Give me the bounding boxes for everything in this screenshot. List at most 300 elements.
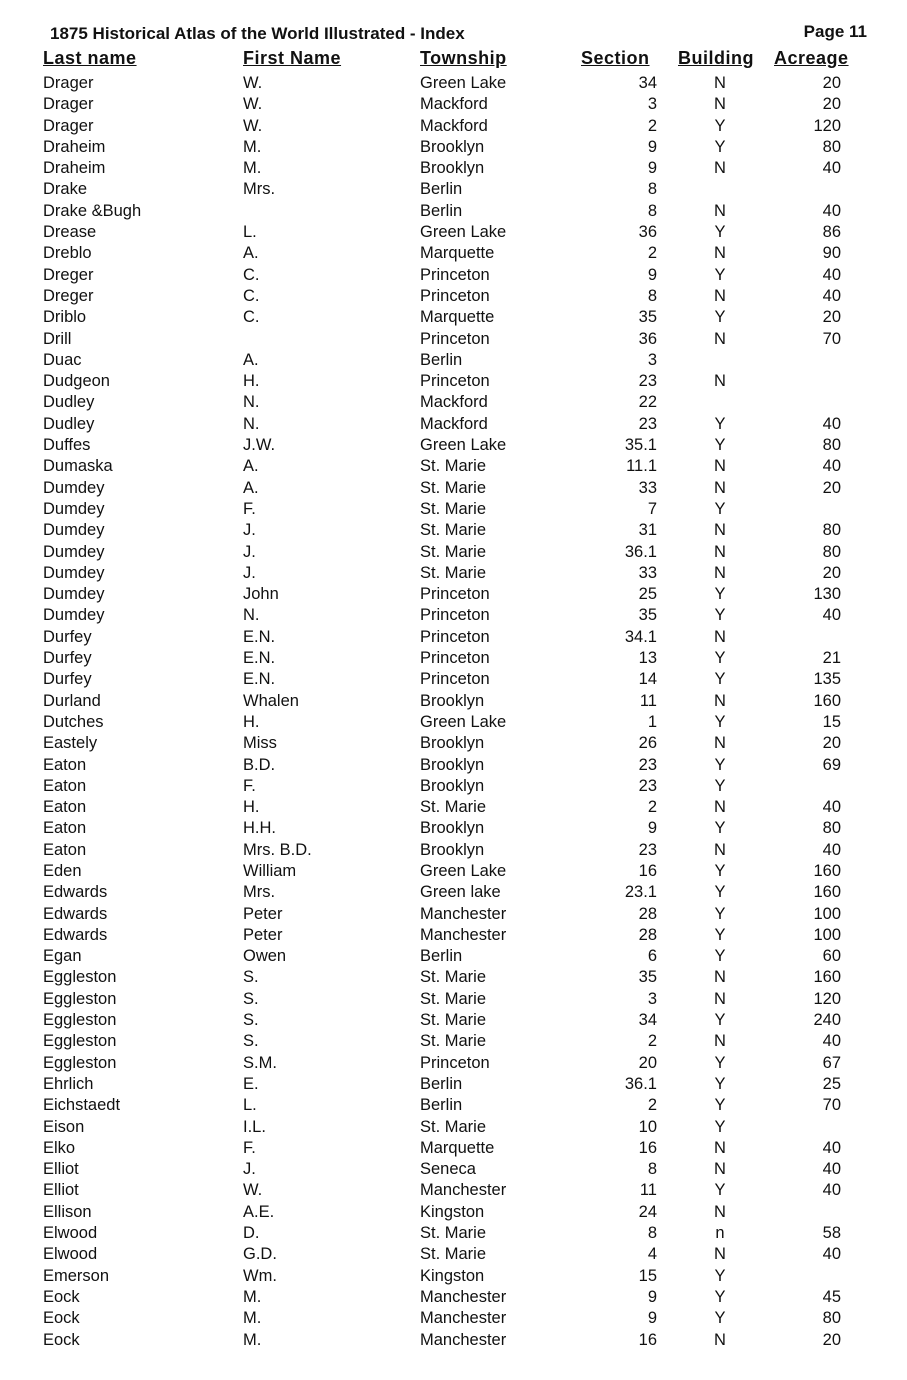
cell-building: Y: [714, 1266, 726, 1285]
cell-section: 8: [647, 201, 657, 220]
cell-first-name: C.: [243, 286, 260, 305]
cell-building: N: [714, 201, 726, 220]
cell-section: 35.1: [624, 436, 657, 455]
cell-building: Y: [714, 755, 726, 774]
table-row: [0, 1075, 907, 1096]
cell-township: Green Lake: [420, 74, 507, 92]
table-row: [0, 330, 907, 351]
cell-section: 3: [647, 95, 657, 114]
table-row: [0, 138, 907, 159]
cell-acreage: 80: [822, 1309, 841, 1328]
cell-section: 8: [647, 180, 657, 199]
cell-first-name: J.: [243, 521, 256, 540]
cell-last-name: Eggleston: [43, 1011, 117, 1030]
cell-acreage: 20: [822, 308, 841, 327]
cell-section: 8: [647, 1160, 657, 1179]
cell-last-name: Eock: [43, 1287, 80, 1306]
cell-acreage: 80: [822, 542, 841, 561]
cell-last-name: Drease: [43, 223, 97, 242]
cell-section: 28: [638, 904, 657, 923]
cell-first-name: M.: [243, 1309, 262, 1328]
cell-building: N: [714, 457, 726, 476]
cell-last-name: Elko: [43, 1138, 76, 1157]
cell-first-name: H.H.: [243, 819, 276, 838]
cell-acreage: 160: [813, 883, 841, 902]
cell-acreage: 20: [822, 734, 841, 753]
cell-first-name: Miss: [243, 734, 277, 753]
cell-acreage: 86: [822, 223, 841, 242]
cell-township: Manchester: [420, 1181, 507, 1200]
cell-building: N: [714, 1032, 726, 1051]
cell-last-name: Elliot: [43, 1160, 79, 1179]
cell-section: 33: [638, 478, 657, 497]
cell-first-name: M.: [243, 137, 262, 156]
cell-acreage: 21: [822, 649, 841, 668]
cell-first-name: E.N.: [243, 649, 276, 668]
cell-section: 3: [647, 989, 657, 1008]
cell-last-name: Dreblo: [43, 244, 92, 263]
cell-acreage: 160: [813, 861, 841, 880]
cell-township: Brooklyn: [420, 755, 485, 774]
cell-township: Seneca: [420, 1160, 476, 1179]
cell-last-name: Edwards: [43, 904, 108, 923]
cell-building: N: [714, 734, 726, 753]
cell-section: 26: [638, 734, 657, 753]
cell-township: St. Marie: [420, 1011, 487, 1030]
cell-last-name: Dumdey: [43, 499, 105, 518]
cell-township: Princeton: [420, 649, 490, 668]
cell-last-name: Duffes: [43, 436, 91, 455]
cell-acreage: 90: [822, 244, 841, 263]
cell-township: St. Marie: [420, 798, 487, 817]
cell-township: Berlin: [420, 350, 463, 369]
cell-building: Y: [714, 1117, 726, 1136]
cell-township: Princeton: [420, 606, 490, 625]
table-row: [0, 628, 907, 649]
table-row: [0, 1288, 907, 1309]
cell-building: Y: [714, 649, 726, 668]
column-header-section: Section: [581, 48, 650, 68]
cell-township: Manchester: [420, 1287, 507, 1306]
cell-first-name: E.: [243, 1074, 259, 1093]
cell-section: 16: [638, 1138, 657, 1157]
cell-township: Princeton: [420, 670, 490, 689]
cell-acreage: 70: [822, 1096, 841, 1115]
cell-building: Y: [714, 861, 726, 880]
cell-last-name: Eock: [43, 1330, 80, 1349]
table-row: [0, 1331, 907, 1352]
cell-section: 33: [638, 563, 657, 582]
cell-township: Manchester: [420, 925, 507, 944]
cell-township: Marquette: [420, 244, 495, 263]
cell-section: 2: [647, 798, 657, 817]
cell-building: N: [714, 542, 726, 561]
cell-building: N: [714, 74, 726, 92]
cell-last-name: Durfey: [43, 627, 92, 646]
cell-section: 36: [638, 329, 657, 348]
cell-acreage: 120: [813, 116, 841, 135]
table-row: [0, 649, 907, 670]
cell-last-name: Eison: [43, 1117, 85, 1136]
cell-last-name: Dutches: [43, 712, 104, 731]
cell-acreage: 20: [822, 478, 841, 497]
cell-building: Y: [714, 436, 726, 455]
cell-first-name: N.: [243, 414, 260, 433]
table-row: [0, 777, 907, 798]
cell-last-name: Dudley: [43, 414, 95, 433]
cell-last-name: Duac: [43, 350, 82, 369]
cell-township: Manchester: [420, 1330, 507, 1349]
cell-township: Manchester: [420, 1309, 507, 1328]
cell-township: Brooklyn: [420, 159, 485, 178]
cell-first-name: H.: [243, 372, 260, 391]
cell-building: Y: [714, 308, 726, 327]
cell-last-name: Durfey: [43, 649, 92, 668]
table-row: [0, 606, 907, 627]
cell-township: Manchester: [420, 904, 507, 923]
cell-acreage: 40: [822, 201, 841, 220]
cell-first-name: S.: [243, 968, 259, 987]
cell-section: 9: [647, 1309, 657, 1328]
cell-section: 36.1: [624, 542, 657, 561]
cell-last-name: Drager: [43, 116, 94, 135]
cell-building: N: [714, 95, 726, 114]
cell-township: Kingston: [420, 1266, 485, 1285]
cell-acreage: 240: [813, 1011, 841, 1030]
cell-first-name: A.: [243, 350, 259, 369]
cell-first-name: Owen: [243, 947, 287, 966]
cell-building: N: [714, 1330, 726, 1349]
cell-last-name: Eaton: [43, 755, 87, 774]
cell-first-name: E.N.: [243, 627, 276, 646]
cell-township: Brooklyn: [420, 137, 485, 156]
column-header-building: Building: [678, 48, 754, 68]
cell-township: Brooklyn: [420, 691, 485, 710]
cell-last-name: Dumdey: [43, 478, 105, 497]
cell-acreage: 40: [822, 265, 841, 284]
cell-building: Y: [714, 223, 726, 242]
cell-first-name: W.: [243, 1181, 263, 1200]
table-row: [0, 947, 907, 968]
cell-first-name: S.M.: [243, 1053, 277, 1072]
cell-section: 23: [638, 840, 657, 859]
table-row: [0, 905, 907, 926]
table-row: [0, 436, 907, 457]
cell-section: 23: [638, 414, 657, 433]
cell-acreage: 40: [822, 286, 841, 305]
cell-building: Y: [714, 1053, 726, 1072]
cell-first-name: C.: [243, 308, 260, 327]
table-row: [0, 1096, 907, 1117]
cell-first-name: S.: [243, 1011, 259, 1030]
cell-building: N: [714, 691, 726, 710]
cell-last-name: Eggleston: [43, 1032, 117, 1051]
cell-section: 23: [638, 776, 657, 795]
cell-last-name: Emerson: [43, 1266, 110, 1285]
cell-first-name: N.: [243, 393, 260, 412]
cell-last-name: Dreger: [43, 265, 94, 284]
cell-last-name: Drager: [43, 74, 94, 92]
cell-last-name: Dreger: [43, 286, 94, 305]
table-row: [0, 670, 907, 691]
cell-section: 28: [638, 925, 657, 944]
cell-building: N: [714, 563, 726, 582]
cell-acreage: 58: [822, 1224, 841, 1243]
cell-first-name: W.: [243, 74, 263, 92]
cell-acreage: 40: [822, 1032, 841, 1051]
cell-last-name: Eggleston: [43, 1053, 117, 1072]
cell-acreage: 40: [822, 1160, 841, 1179]
cell-first-name: F.: [243, 776, 256, 795]
cell-acreage: 70: [822, 329, 841, 348]
cell-last-name: Eock: [43, 1309, 80, 1328]
cell-acreage: 80: [822, 819, 841, 838]
cell-township: Brooklyn: [420, 734, 485, 753]
cell-township: St. Marie: [420, 542, 487, 561]
cell-township: St. Marie: [420, 478, 487, 497]
cell-section: 34: [638, 1011, 657, 1030]
cell-township: St. Marie: [420, 499, 487, 518]
table-row: [0, 180, 907, 201]
cell-section: 35: [638, 606, 657, 625]
index-table: [0, 74, 907, 1352]
cell-section: 2: [647, 1096, 657, 1115]
cell-acreage: 20: [822, 74, 841, 92]
cell-section: 11.1: [626, 457, 657, 476]
cell-section: 1: [647, 712, 657, 731]
cell-last-name: Eastely: [43, 734, 98, 753]
cell-last-name: Elwood: [43, 1245, 98, 1264]
cell-acreage: 60: [822, 947, 841, 966]
cell-section: 23: [638, 372, 657, 391]
cell-building: N: [714, 329, 726, 348]
cell-building: Y: [714, 585, 726, 604]
cell-section: 2: [647, 244, 657, 263]
cell-first-name: N.: [243, 606, 260, 625]
cell-building: Y: [714, 925, 726, 944]
cell-building: Y: [714, 606, 726, 625]
cell-building: N: [714, 1245, 726, 1264]
cell-section: 2: [647, 116, 657, 135]
table-row: [0, 415, 907, 436]
cell-first-name: Wm.: [243, 1266, 277, 1285]
cell-building: N: [714, 159, 726, 178]
cell-acreage: 160: [813, 691, 841, 710]
table-row: [0, 1032, 907, 1053]
cell-building: N: [714, 798, 726, 817]
cell-acreage: 100: [813, 925, 841, 944]
cell-section: 11: [639, 1181, 657, 1200]
table-row: [0, 1181, 907, 1202]
cell-acreage: 80: [822, 436, 841, 455]
cell-acreage: 135: [813, 670, 841, 689]
cell-first-name: L.: [243, 1096, 257, 1115]
cell-first-name: J.: [243, 1160, 256, 1179]
column-header-last-name: Last name: [43, 48, 137, 68]
cell-first-name: W.: [243, 116, 263, 135]
cell-last-name: Eden: [43, 861, 82, 880]
cell-township: Princeton: [420, 627, 490, 646]
cell-first-name: E.N.: [243, 670, 276, 689]
cell-building: Y: [714, 1181, 726, 1200]
cell-first-name: B.D.: [243, 755, 276, 774]
cell-building: N: [714, 286, 726, 305]
cell-first-name: Peter: [243, 925, 283, 944]
cell-building: Y: [714, 1074, 726, 1093]
cell-last-name: Eaton: [43, 798, 87, 817]
table-row: [0, 202, 907, 223]
table-row: [0, 968, 907, 989]
cell-section: 11: [639, 691, 657, 710]
cell-township: Brooklyn: [420, 819, 485, 838]
cell-section: 6: [647, 947, 657, 966]
table-row: [0, 287, 907, 308]
cell-last-name: Dudley: [43, 393, 95, 412]
cell-last-name: Eggleston: [43, 968, 117, 987]
table-row: [0, 692, 907, 713]
cell-building: Y: [714, 116, 726, 135]
table-row: [0, 1245, 907, 1266]
table-row: [0, 351, 907, 372]
table-row: [0, 585, 907, 606]
table-row: [0, 95, 907, 116]
cell-township: St. Marie: [420, 1245, 487, 1264]
table-row: [0, 798, 907, 819]
cell-last-name: Eaton: [43, 840, 87, 859]
cell-section: 9: [647, 265, 657, 284]
cell-building: n: [715, 1224, 725, 1243]
column-header-township: Township: [420, 48, 507, 68]
cell-last-name: Dumdey: [43, 585, 105, 604]
cell-section: 31: [638, 521, 657, 540]
cell-township: St. Marie: [420, 457, 487, 476]
cell-building: N: [714, 478, 726, 497]
cell-township: Green Lake: [420, 861, 507, 880]
cell-section: 2: [647, 1032, 657, 1051]
cell-last-name: Dumaska: [43, 457, 113, 476]
cell-building: Y: [714, 904, 726, 923]
page-title: 1875 Historical Atlas of the World Illustrated - Index: [50, 24, 465, 43]
cell-section: 9: [647, 159, 657, 178]
column-header-acreage: Acreage: [774, 48, 849, 68]
cell-building: N: [714, 244, 726, 263]
cell-last-name: Dudgeon: [43, 372, 110, 391]
cell-acreage: 67: [822, 1053, 841, 1072]
cell-last-name: Durfey: [43, 670, 92, 689]
cell-township: Mackford: [420, 414, 488, 433]
cell-township: St. Marie: [420, 1117, 487, 1136]
cell-building: Y: [714, 1011, 726, 1030]
cell-township: Berlin: [420, 1096, 463, 1115]
cell-township: Green Lake: [420, 712, 507, 731]
cell-first-name: A.E.: [243, 1202, 275, 1221]
cell-acreage: 40: [822, 457, 841, 476]
cell-last-name: Dumdey: [43, 606, 105, 625]
cell-acreage: 130: [813, 585, 841, 604]
table-row: [0, 223, 907, 244]
cell-building: Y: [714, 776, 726, 795]
table-row: [0, 1011, 907, 1032]
table-row: [0, 543, 907, 564]
table-row: [0, 1309, 907, 1330]
cell-first-name: J.: [243, 542, 256, 561]
cell-last-name: Dumdey: [43, 542, 105, 561]
cell-acreage: 40: [822, 1245, 841, 1264]
cell-township: St. Marie: [420, 968, 487, 987]
table-row: [0, 1203, 907, 1224]
cell-building: N: [714, 1160, 726, 1179]
table-row: [0, 713, 907, 734]
cell-section: 10: [638, 1117, 657, 1136]
table-row: [0, 372, 907, 393]
cell-township: Green lake: [420, 883, 501, 902]
cell-building: N: [714, 372, 726, 391]
cell-last-name: Edwards: [43, 925, 108, 944]
cell-first-name: F.: [243, 499, 256, 518]
cell-first-name: H.: [243, 798, 260, 817]
table-row: [0, 1224, 907, 1245]
table-row: [0, 1267, 907, 1288]
cell-section: 23.1: [624, 883, 657, 902]
table-row: [0, 308, 907, 329]
cell-building: N: [714, 1202, 726, 1221]
cell-building: Y: [714, 1096, 726, 1115]
cell-last-name: Eichstaedt: [43, 1096, 121, 1115]
cell-township: Berlin: [420, 1074, 463, 1093]
cell-first-name: I.L.: [243, 1117, 266, 1136]
cell-building: Y: [714, 947, 726, 966]
cell-building: Y: [714, 265, 726, 284]
cell-township: St. Marie: [420, 989, 487, 1008]
cell-first-name: M.: [243, 1287, 262, 1306]
cell-acreage: 40: [822, 159, 841, 178]
cell-section: 36: [638, 223, 657, 242]
cell-last-name: Ehrlich: [43, 1074, 94, 1093]
cell-building: Y: [714, 1309, 726, 1328]
cell-township: Princeton: [420, 1053, 490, 1072]
table-row: [0, 564, 907, 585]
cell-acreage: 20: [822, 1330, 841, 1349]
table-row: [0, 734, 907, 755]
table-row: [0, 266, 907, 287]
cell-building: N: [714, 1138, 726, 1157]
cell-section: 8: [647, 1224, 657, 1243]
cell-section: 3: [647, 350, 657, 369]
cell-first-name: A.: [243, 244, 259, 263]
cell-section: 8: [647, 286, 657, 305]
cell-first-name: S.: [243, 1032, 259, 1051]
cell-acreage: 40: [822, 1181, 841, 1200]
cell-building: N: [714, 989, 726, 1008]
cell-building: N: [714, 968, 726, 987]
cell-township: Princeton: [420, 372, 490, 391]
cell-last-name: Driblo: [43, 308, 87, 327]
cell-acreage: 69: [822, 755, 841, 774]
cell-section: 36.1: [624, 1074, 657, 1093]
cell-last-name: Edwards: [43, 883, 108, 902]
cell-building: Y: [714, 819, 726, 838]
cell-first-name: A.: [243, 478, 259, 497]
cell-township: Princeton: [420, 585, 490, 604]
cell-section: 24: [638, 1202, 657, 1221]
table-row: [0, 457, 907, 478]
cell-first-name: L.: [243, 223, 257, 242]
table-row: [0, 841, 907, 862]
cell-acreage: 40: [822, 606, 841, 625]
cell-township: Berlin: [420, 180, 463, 199]
cell-township: Kingston: [420, 1202, 485, 1221]
cell-section: 16: [638, 861, 657, 880]
